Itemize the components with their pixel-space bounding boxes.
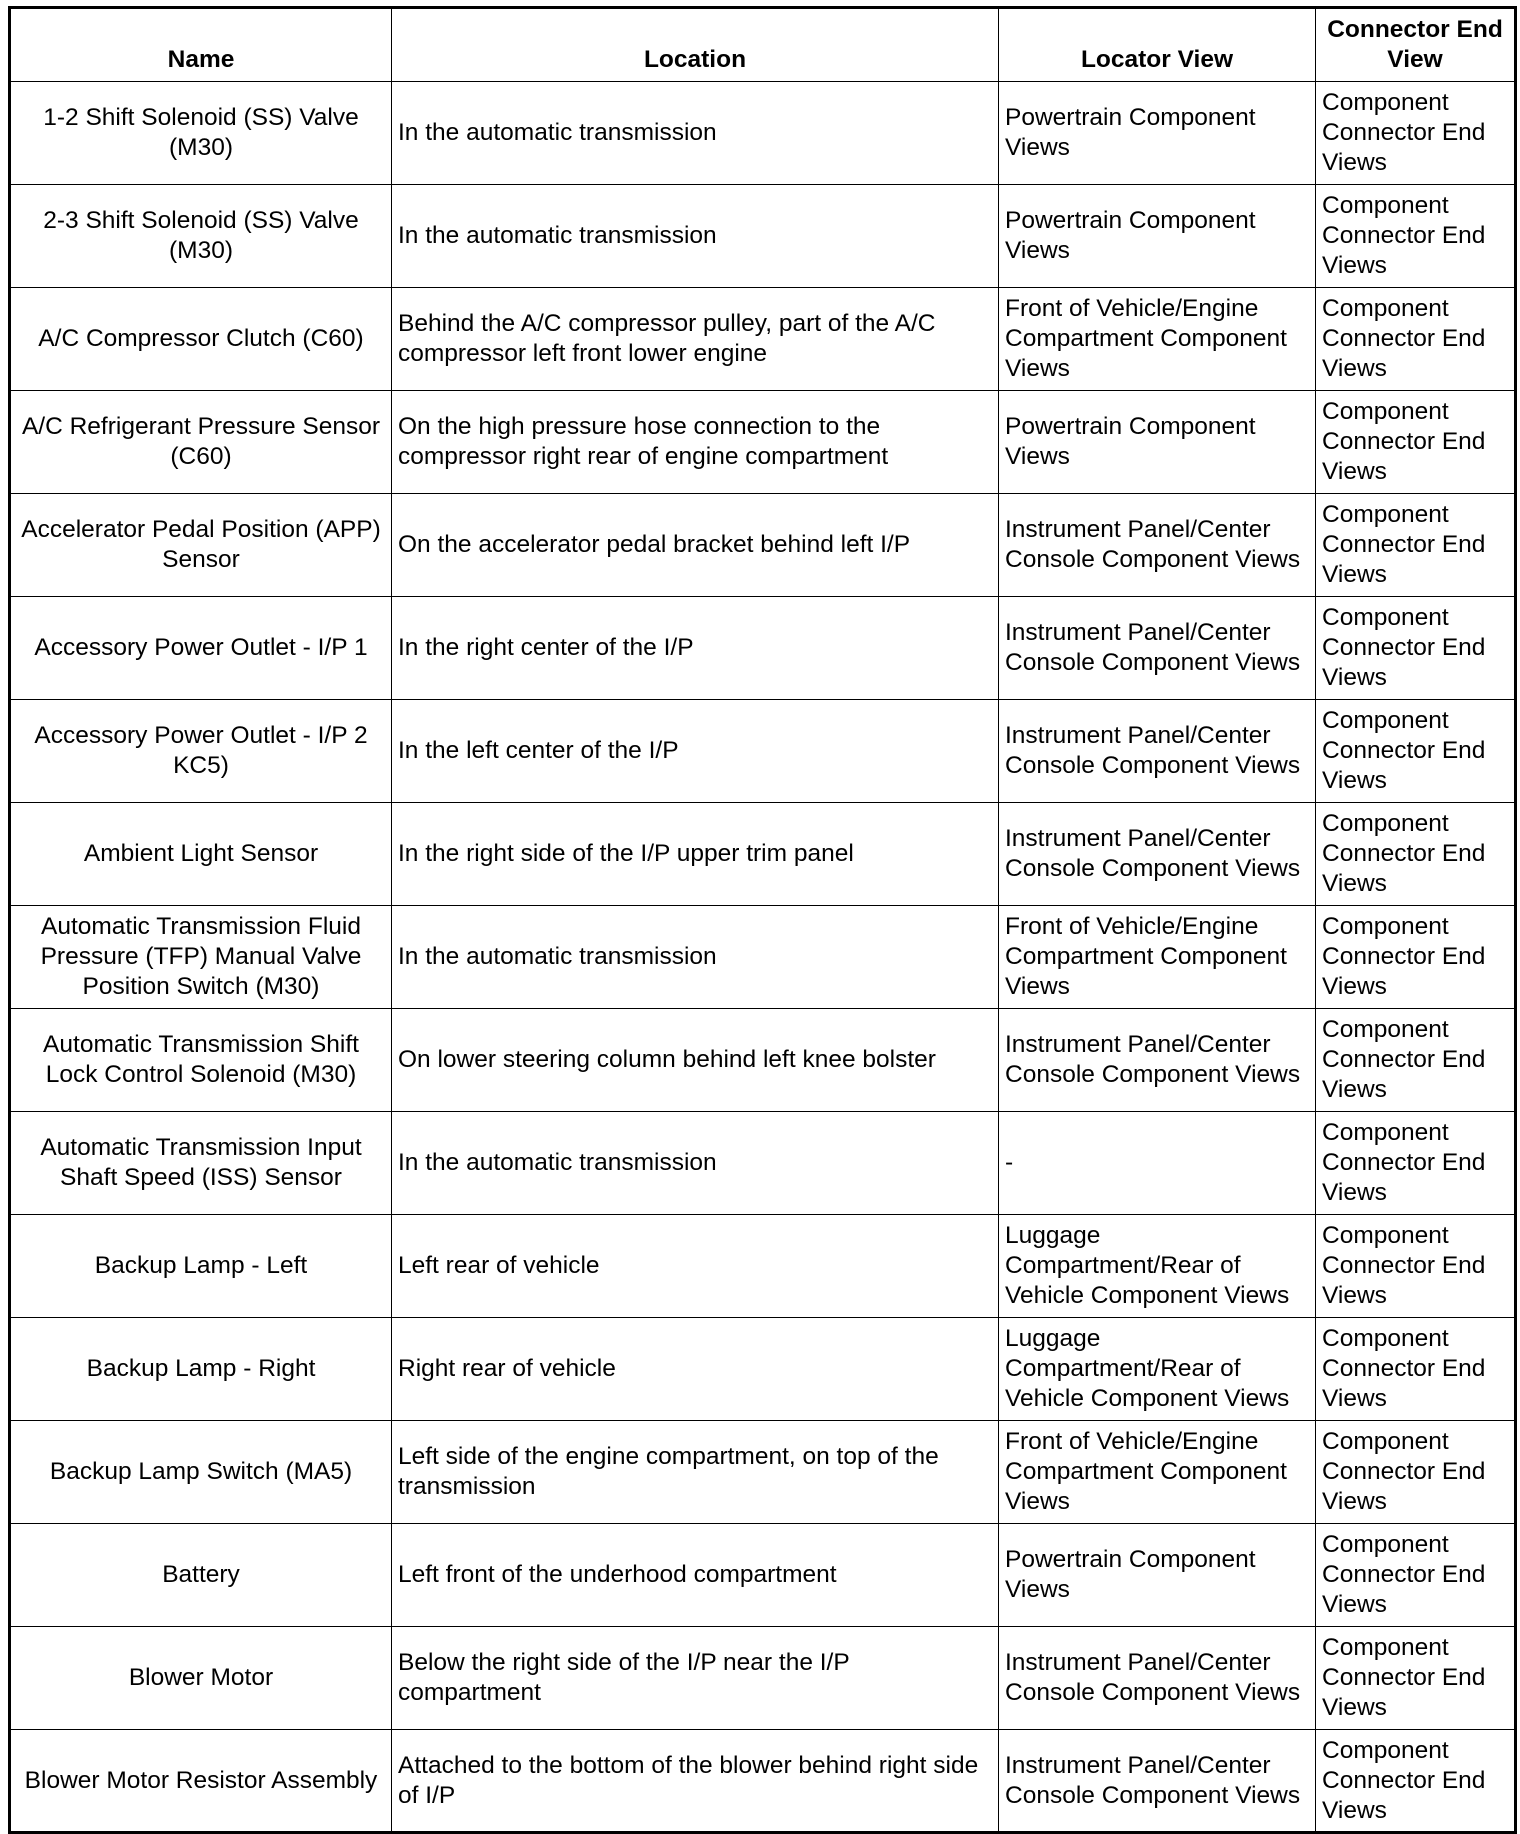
component-location: In the right center of the I/P	[392, 597, 999, 700]
table-row	[10, 1730, 1516, 1833]
component-name: Blower Motor Resistor Assembly	[10, 1730, 392, 1833]
component-connector-end-view: Component Connector End Views	[1316, 1215, 1516, 1318]
component-connector-end-view: Component Connector End Views	[1316, 185, 1516, 288]
component-location: On the accelerator pedal bracket behind left I/P	[392, 494, 999, 597]
component-locator-view: -	[999, 1112, 1316, 1215]
component-locator-view: Luggage Compartment/Rear of Vehicle Component Views	[999, 1215, 1316, 1318]
component-name: Automatic Transmission Input Shaft Speed (ISS) Sensor	[10, 1112, 392, 1215]
header-connector-end-view: Connector End View	[1316, 8, 1516, 82]
table-row	[10, 700, 1516, 803]
component-name: A/C Compressor Clutch (C60)	[10, 288, 392, 391]
table-row	[10, 288, 1516, 391]
table-row	[10, 1524, 1516, 1627]
header-name: Name	[10, 8, 392, 82]
component-location: In the automatic transmission	[392, 185, 999, 288]
component-connector-end-view: Component Connector End Views	[1316, 1009, 1516, 1112]
component-location: Below the right side of the I/P near the I/P compartment	[392, 1627, 999, 1730]
component-location: Left front of the underhood compartment	[392, 1524, 999, 1627]
component-name: Accessory Power Outlet - I/P 2 KC5)	[10, 700, 392, 803]
table-row	[10, 494, 1516, 597]
component-name: 2-3 Shift Solenoid (SS) Valve (M30)	[10, 185, 392, 288]
table-row	[10, 1009, 1516, 1112]
component-locator-view: Instrument Panel/Center Console Component Views	[999, 700, 1316, 803]
component-name: Accelerator Pedal Position (APP) Sensor	[10, 494, 392, 597]
component-connector-end-view: Component Connector End Views	[1316, 391, 1516, 494]
component-name: Backup Lamp Switch (MA5)	[10, 1421, 392, 1524]
component-location: Left side of the engine compartment, on top of the transmission	[392, 1421, 999, 1524]
table-row	[10, 1421, 1516, 1524]
component-locator-view: Front of Vehicle/Engine Compartment Component Views	[999, 906, 1316, 1009]
table-row	[10, 803, 1516, 906]
table-row	[10, 1112, 1516, 1215]
component-name: Ambient Light Sensor	[10, 803, 392, 906]
table-header-row	[10, 8, 1516, 82]
component-connector-end-view: Component Connector End Views	[1316, 1524, 1516, 1627]
table-row	[10, 1627, 1516, 1730]
component-name: Automatic Transmission Shift Lock Control Solenoid (M30)	[10, 1009, 392, 1112]
component-locator-view: Front of Vehicle/Engine Compartment Component Views	[999, 1421, 1316, 1524]
component-connector-end-view: Component Connector End Views	[1316, 803, 1516, 906]
component-connector-end-view: Component Connector End Views	[1316, 288, 1516, 391]
component-location-table	[8, 6, 1517, 1834]
component-location: Behind the A/C compressor pulley, part of the A/C compressor left front lower engine	[392, 288, 999, 391]
component-location: In the left center of the I/P	[392, 700, 999, 803]
component-locator-view: Powertrain Component Views	[999, 391, 1316, 494]
component-location: On the high pressure hose connection to the compressor right rear of engine compartment	[392, 391, 999, 494]
component-name: Backup Lamp - Left	[10, 1215, 392, 1318]
component-locator-view: Instrument Panel/Center Console Component Views	[999, 803, 1316, 906]
component-locator-view: Powertrain Component Views	[999, 185, 1316, 288]
component-locator-view: Instrument Panel/Center Console Component Views	[999, 597, 1316, 700]
component-locator-view: Front of Vehicle/Engine Compartment Component Views	[999, 288, 1316, 391]
table-row	[10, 82, 1516, 185]
component-location: In the right side of the I/P upper trim panel	[392, 803, 999, 906]
component-location: In the automatic transmission	[392, 82, 999, 185]
component-connector-end-view: Component Connector End Views	[1316, 1730, 1516, 1833]
component-locator-view: Instrument Panel/Center Console Component Views	[999, 1627, 1316, 1730]
component-name: A/C Refrigerant Pressure Sensor (C60)	[10, 391, 392, 494]
component-location: In the automatic transmission	[392, 906, 999, 1009]
component-connector-end-view: Component Connector End Views	[1316, 906, 1516, 1009]
component-connector-end-view: Component Connector End Views	[1316, 1112, 1516, 1215]
header-locator-view: Locator View	[999, 8, 1316, 82]
component-name: Automatic Transmission Fluid Pressure (TFP) Manual Valve Position Switch (M30)	[10, 906, 392, 1009]
component-location: Left rear of vehicle	[392, 1215, 999, 1318]
component-locator-view: Instrument Panel/Center Console Component Views	[999, 494, 1316, 597]
component-connector-end-view: Component Connector End Views	[1316, 82, 1516, 185]
component-name: Accessory Power Outlet - I/P 1	[10, 597, 392, 700]
component-connector-end-view: Component Connector End Views	[1316, 1421, 1516, 1524]
component-name: Blower Motor	[10, 1627, 392, 1730]
component-locator-view: Luggage Compartment/Rear of Vehicle Component Views	[999, 1318, 1316, 1421]
table-row	[10, 597, 1516, 700]
component-locator-view: Instrument Panel/Center Console Component Views	[999, 1730, 1316, 1833]
component-locator-view: Instrument Panel/Center Console Component Views	[999, 1009, 1316, 1112]
component-location: On lower steering column behind left knee bolster	[392, 1009, 999, 1112]
component-location: Right rear of vehicle	[392, 1318, 999, 1421]
component-name: Backup Lamp - Right	[10, 1318, 392, 1421]
component-connector-end-view: Component Connector End Views	[1316, 494, 1516, 597]
component-connector-end-view: Component Connector End Views	[1316, 700, 1516, 803]
component-connector-end-view: Component Connector End Views	[1316, 1627, 1516, 1730]
table-row	[10, 1318, 1516, 1421]
component-location: In the automatic transmission	[392, 1112, 999, 1215]
component-name: Battery	[10, 1524, 392, 1627]
component-locator-view: Powertrain Component Views	[999, 1524, 1316, 1627]
table-row	[10, 1215, 1516, 1318]
table-row	[10, 391, 1516, 494]
component-name: 1-2 Shift Solenoid (SS) Valve (M30)	[10, 82, 392, 185]
header-location: Location	[392, 8, 999, 82]
table-row	[10, 906, 1516, 1009]
component-location: Attached to the bottom of the blower behind right side of I/P	[392, 1730, 999, 1833]
table-row	[10, 185, 1516, 288]
component-connector-end-view: Component Connector End Views	[1316, 1318, 1516, 1421]
component-connector-end-view: Component Connector End Views	[1316, 597, 1516, 700]
component-locator-view: Powertrain Component Views	[999, 82, 1316, 185]
